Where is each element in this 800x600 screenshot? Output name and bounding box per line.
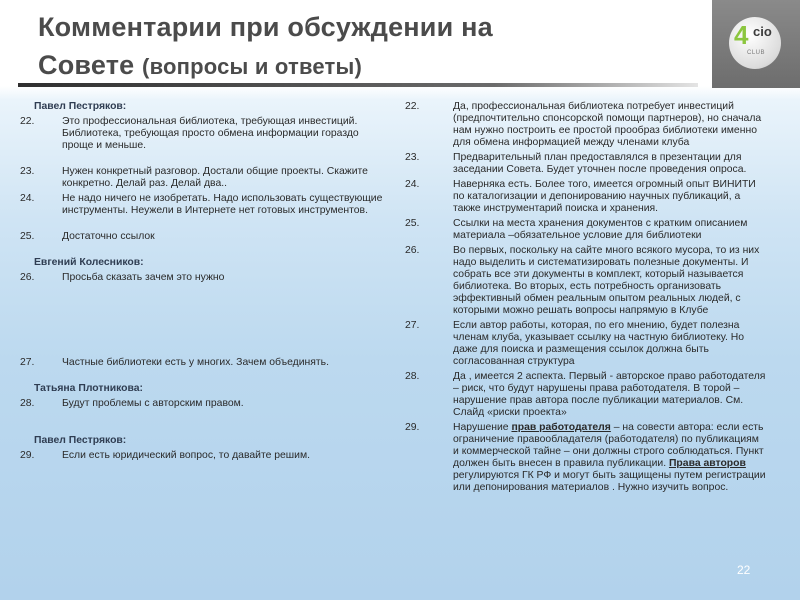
list-item bbox=[405, 422, 767, 494]
logo-subtext: CLUB bbox=[747, 50, 766, 56]
cio-club-logo bbox=[712, 0, 800, 88]
item-number: 29. bbox=[20, 450, 35, 461]
list-item bbox=[405, 218, 767, 242]
item-text: Да, профессиональная библиотека потребует инвестиций (предпочтительно спонсорской помощи партнеров), но сначала нам нужно построить ее простой прообраз библиотеки именно для обмена информацией между членами клуба bbox=[453, 101, 762, 148]
item-text: Не надо ничего не изобретать. Надо использовать существующие инструменты. Неужели в Интернете нет готовых инструментов. bbox=[62, 193, 383, 216]
item-text: Это профессиональная библиотека, требующая инвестиций. Библиотека, требующая просто обмена информации гораздо проще и меньше. bbox=[62, 116, 359, 151]
speaker-name: Татьяна Плотникова: bbox=[34, 383, 144, 394]
item-text-emphasis: Права авторов bbox=[668, 458, 746, 469]
list-item bbox=[405, 245, 767, 317]
list-item bbox=[20, 193, 385, 217]
item-text: Будут проблемы с авторским правом. bbox=[62, 398, 244, 409]
item-text: Ссылки на места хранения документов с кратким описанием материала –обязательное условие для библиотеки bbox=[453, 218, 748, 241]
speaker-name: Павел Пестряков: bbox=[34, 435, 127, 446]
list-item bbox=[405, 320, 767, 368]
speaker-name: Павел Пестряков: bbox=[34, 101, 127, 112]
item-text: Наверняка есть. Более того, имеется огромный опыт ВИНИТИ по каталогизации и депонированию научных публикаций, а также инструментарий поиска и хранения. bbox=[453, 179, 756, 214]
list-item bbox=[20, 116, 385, 152]
item-text: Если автор работы, которая, по его мнению, будет полезна членам клуба, указывает ссылку на частную библиотеку. Но даже для поиска и размещения ссылок должна быть согласованная структура bbox=[453, 320, 745, 367]
speaker-name: Евгений Колесников: bbox=[34, 257, 144, 268]
questions-column bbox=[20, 101, 385, 465]
list-item bbox=[405, 179, 767, 215]
title-line-2-main: Совете bbox=[38, 50, 135, 80]
title-line-2-sub: (вопросы и ответы) bbox=[142, 54, 363, 79]
item-text-emphasis: прав работодателя bbox=[511, 422, 611, 433]
item-number: 26. bbox=[405, 245, 420, 256]
title-divider bbox=[18, 83, 698, 87]
list-item bbox=[20, 272, 385, 284]
list-item bbox=[20, 231, 385, 243]
item-text: Нужен конкретный разговор. Достали общие проекты. Скажите конкретно. Делай раз. Делай два.. bbox=[62, 166, 368, 189]
item-text-part: регулируются ГК РФ и могут быть защищены путем регистрации или депонирования материалов . Нужно изучить вопрос. bbox=[453, 470, 766, 493]
logo-digit: 4 bbox=[734, 20, 749, 50]
item-text: Если есть юридический вопрос, то давайте решим. bbox=[62, 450, 310, 461]
item-number: 29. bbox=[405, 422, 420, 433]
title-line-1: Комментарии при обсуждении на bbox=[38, 12, 493, 42]
list-item bbox=[20, 166, 385, 190]
page-number: 22 bbox=[737, 563, 751, 577]
item-number: 23. bbox=[20, 166, 35, 177]
item-text: Да , имеется 2 аспекта. Первый - авторское право работодателя – риск, что будут нарушены права работодателя. В торой – нарушение прав автора после публикации материалов. См. Слайд «риски проекта» bbox=[453, 371, 766, 418]
item-number: 28. bbox=[20, 398, 35, 409]
item-number: 28. bbox=[405, 371, 420, 382]
list-item bbox=[20, 450, 385, 462]
item-number: 25. bbox=[405, 218, 420, 229]
item-text: Во первых, поскольку на сайте много всякого мусора, то из них надо выделить и систематизировать полезные документы. И собрать все эти документы в комплект, который называется библиотека. Во вторых, есть потребность организовать эффективный обмен реальным опытом реальных людей, с которыми можно решать вопросы напрямую в Клубе bbox=[453, 245, 760, 316]
item-number: 23. bbox=[405, 152, 420, 163]
item-text: Предварительный план предоставлялся в презентации для заседании Совета. Будет уточнен после проведения опроса. bbox=[453, 152, 747, 175]
item-number: 24. bbox=[20, 193, 35, 204]
list-item bbox=[20, 398, 385, 410]
answers-column bbox=[405, 101, 767, 497]
item-number: 24. bbox=[405, 179, 420, 190]
item-text-part: Нарушение bbox=[453, 422, 512, 433]
item-number: 22. bbox=[20, 116, 35, 127]
item-number: 22. bbox=[405, 101, 420, 112]
item-text-part: – на совести автора: если есть ограничение правообладателя (работодателя) по публикациям и коммерческой тайне – они должны строго соблюдаться. Пункт должен быть внесен в правила публикации. bbox=[453, 422, 764, 469]
list-item bbox=[405, 371, 767, 419]
item-text: Достаточно ссылок bbox=[62, 231, 155, 242]
list-item bbox=[405, 101, 767, 149]
item-number: 26. bbox=[20, 272, 35, 283]
logo-text: cio bbox=[753, 24, 772, 39]
item-number: 25. bbox=[20, 231, 35, 242]
list-item bbox=[405, 152, 767, 176]
item-text: Частные библиотеки есть у многих. Зачем объединять. bbox=[62, 357, 329, 368]
slide-title bbox=[38, 8, 698, 86]
item-number: 27. bbox=[405, 320, 420, 331]
item-text: Просьба сказать зачем это нужно bbox=[62, 272, 225, 283]
list-item bbox=[20, 357, 385, 369]
item-number: 27. bbox=[20, 357, 35, 368]
